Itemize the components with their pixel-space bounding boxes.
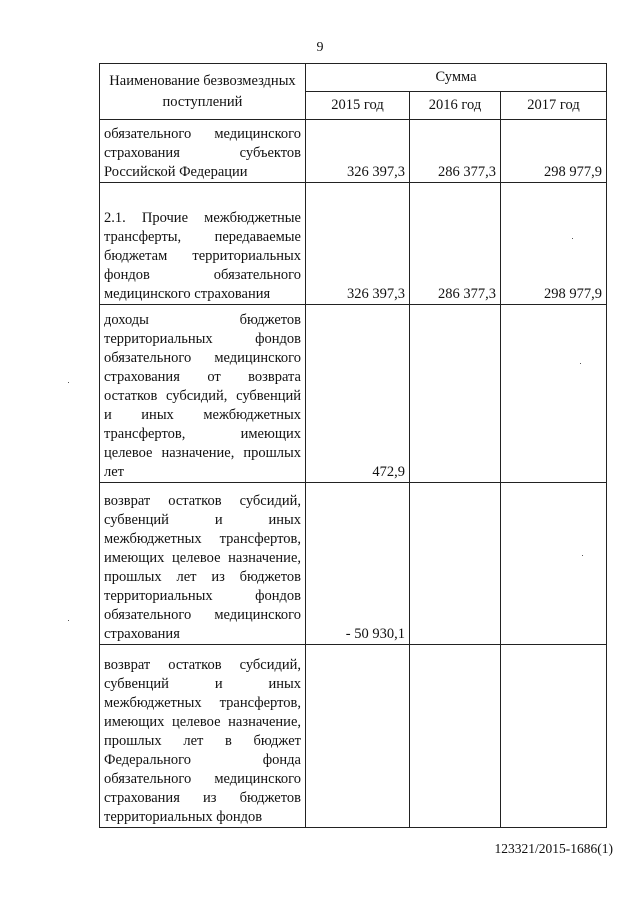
table-row	[100, 183, 607, 305]
row-name: возврат остатков субсидий, субвенций и иных межбюджетных трансфертов, имеющих целевое назначение, прошлых лет в бюджет Федерального фонда обязательного медицинского страхования из бюджетов территориальных фондов	[100, 645, 306, 828]
scan-speck	[572, 238, 573, 239]
scan-speck	[68, 620, 69, 621]
table-header-row	[100, 64, 607, 92]
row-value-2015: 472,9	[306, 305, 410, 483]
row-value-2016	[410, 483, 501, 645]
row-value-2015: - 50 930,1	[306, 483, 410, 645]
row-value-2017	[501, 483, 607, 645]
row-value-2017	[501, 645, 607, 828]
row-name: обязательного медицинского страхования субъектов Российской Федерации	[100, 120, 306, 183]
header-name-column: Наименование безвозмездных поступлений	[100, 64, 306, 120]
row-value-2017: 298 977,9	[501, 183, 607, 305]
page-number: 9	[316, 40, 324, 55]
header-year-2016: 2016 год	[410, 92, 501, 120]
header-year-2017: 2017 год	[501, 92, 607, 120]
scan-speck	[582, 555, 583, 556]
row-value-2016: 286 377,3	[410, 120, 501, 183]
row-value-2017: 298 977,9	[501, 120, 607, 183]
document-id: 123321/2015-1686(1)	[494, 841, 613, 856]
row-value-2015	[306, 645, 410, 828]
table-row	[100, 305, 607, 483]
header-sum-column: Сумма	[306, 64, 607, 92]
table-row	[100, 645, 607, 828]
scan-speck	[68, 382, 69, 383]
row-name: 2.1. Прочие межбюджетные трансферты, передаваемые бюджетам территориальных фондов обязательного медицинского страхования	[100, 183, 306, 305]
row-value-2017	[501, 305, 607, 483]
table-row	[100, 120, 607, 183]
table-row	[100, 483, 607, 645]
row-value-2016	[410, 645, 501, 828]
row-name: возврат остатков субсидий, субвенций и иных межбюджетных трансфертов, имеющих целевое назначение, прошлых лет из бюджетов территориальных фондов обязательного медицинского страхования	[100, 483, 306, 645]
header-year-2015: 2015 год	[306, 92, 410, 120]
revenue-table	[99, 63, 607, 828]
row-value-2015: 326 397,3	[306, 183, 410, 305]
row-value-2015: 326 397,3	[306, 120, 410, 183]
row-value-2016	[410, 305, 501, 483]
row-value-2016: 286 377,3	[410, 183, 501, 305]
row-name: доходы бюджетов территориальных фондов обязательного медицинского страхования от возврата остатков субсидий, субвенций и иных межбюджетных трансфертов, имеющих целевое назначение, прошлых лет	[100, 305, 306, 483]
scan-speck	[580, 363, 581, 364]
